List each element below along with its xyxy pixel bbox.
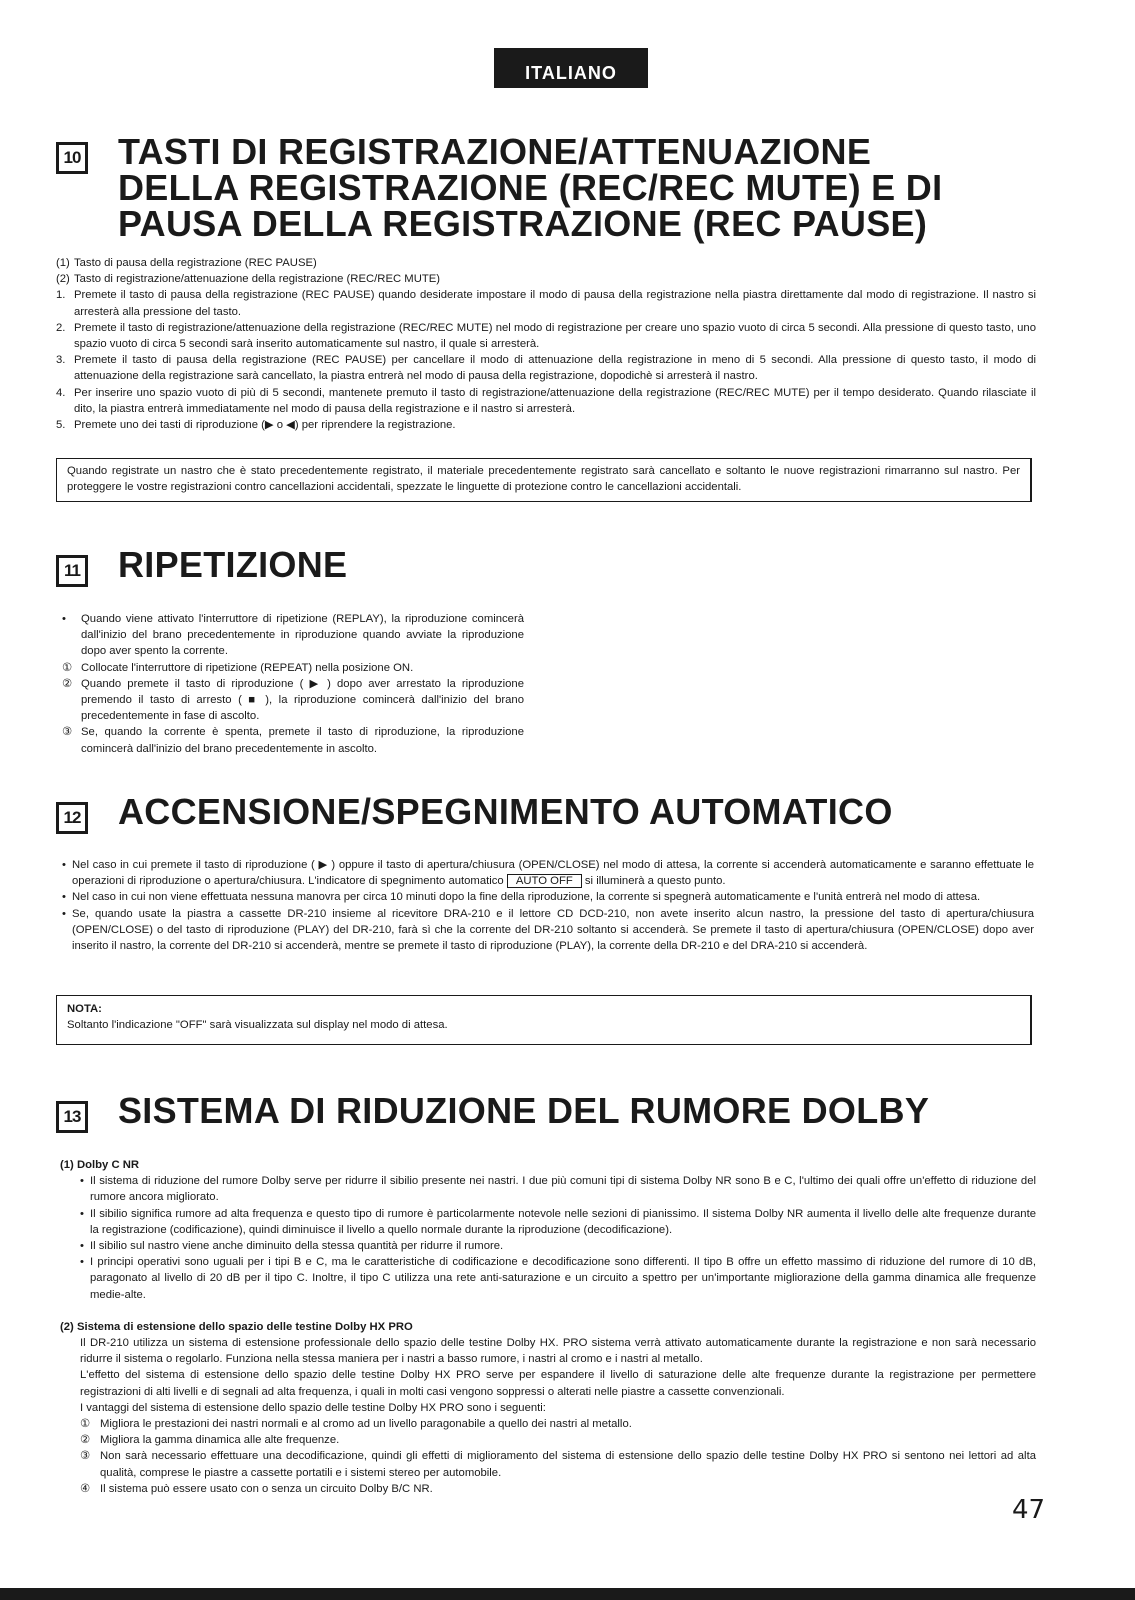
list-item: • Il sibilio significa rumore ad alta frequenza e questo tipo di rumore è particolarmente notevole nelle sezioni di pianissimo. Il sistema Dolby NR aumenta il livello delle alte frequenze durante la registrazione (codificazione), quindi diminuisce il livello a quello normale durante la riproduzione (decodificazione). xyxy=(80,1207,1036,1236)
list-item: • Nel caso in cui premete il tasto di riproduzione ( ▶ ) oppure il tasto di apertura/chiusura (OPEN/CLOSE) nel modo di attesa, la corrente si accenderà automaticamente e saranno effettuate le operazioni di riproduzione o apertura/chiusura. L'indicatore di spegnimento automatico AUTO OFF si illuminerà a questo punto. xyxy=(62,859,1034,888)
list-item: 5. Premete uno dei tasti di riproduzione (▶ o ◀) per riprendere la registrazione. xyxy=(56,419,456,432)
list-item: ① Migliora le prestazioni dei nastri normali e al cromo ad un livello paragonabile a quello dei nastri al metallo. xyxy=(80,1418,632,1431)
section-11-heading xyxy=(56,544,348,587)
note-label: NOTA: xyxy=(67,1003,102,1015)
list-item: ③ Non sarà necessario effettuare una decodificazione, quindi gli effetti di miglioramento del sistema di estensione dello spazio delle testine Dolby HX PRO si sentono nei lettori ad alta qualità, comprese le piastre a cassette portatili e i sistemi stereo per automobile. xyxy=(80,1450,1036,1479)
list-item: • Se, quando usate la piastra a cassette DR-210 insieme al ricevitore DRA-210 e il lettore CD DCD-210, non avete inserito alcun nastro, la pressione del tasto di apertura/chiusura (OPEN/CLOSE) o del tasto di riproduzione (PLAY) del DR-210, farà sì che la corrente del DR-210 soltanto si accenderà. Se premete il tasto di apertura/chiusura (OPEN/CLOSE) dopo aver inserito il nastro, la corrente del DR-210 si accenderà, mentre se premete il tasto di riproduzione (PLAY), la corrente della DR-210 e del DRA-210 si accenderà. xyxy=(62,907,1034,953)
section-title: ACCENSIONE/SPEGNIMENTO AUTOMATICO xyxy=(118,791,893,832)
section-title: SISTEMA DI RIDUZIONE DEL RUMORE DOLBY xyxy=(118,1090,930,1131)
recording-note-box xyxy=(56,458,1032,502)
list-item: 3. Premete il tasto di pausa della registrazione (REC PAUSE) per cancellare il modo di attenuazione della registrazione in meno di 5 secondi. Alla pressione di questo tasto, il modo di attenuazione della registrazione sarà cancellato, la piastra entrerà nel modo di pausa della registrazione, dopodichè si arresterà il nastro. xyxy=(56,354,1036,383)
section-12-list xyxy=(62,857,1034,954)
auto-off-indicator: AUTO OFF xyxy=(507,874,582,888)
bottom-border xyxy=(0,1588,1135,1600)
list-item: ④ Il sistema può essere usato con o senza un circuito Dolby B/C NR. xyxy=(80,1482,433,1495)
list-item: • Quando viene attivato l'interruttore di ripetizione (REPLAY), la riproduzione comincerà dall'inizio del brano precedentemente in riproduzione quando avviate la riproduzione dopo aver spento la corrente. xyxy=(62,613,524,658)
section-number: 13 xyxy=(56,1101,88,1133)
section-number: 10 xyxy=(56,142,88,174)
list-item: (2) Tasto di registrazione/attenuazione della registrazione (REC/REC MUTE) xyxy=(56,273,441,286)
list-item: ③ Se, quando la corrente è spenta, premete il tasto di riproduzione, la riproduzione comincerà dall'inizio del brano precedentemente in ascolto. xyxy=(62,726,524,755)
section-13-heading xyxy=(56,1090,930,1133)
paragraph: I vantaggi del sistema di estensione dello spazio delle testine Dolby HX PRO sono i seguenti: xyxy=(80,1401,546,1414)
section-10-list xyxy=(56,255,1036,433)
note-text: Quando registrate un nastro che è stato precedentemente registrato, il materiale precedentemente registrato sarà cancellato e soltanto le nuove registrazioni rimarranno sul nastro. Per proteggere le vostre registrazioni contro cancellazioni accidentali, spezzate le linguette di protezione contro le cancellazioni accidentali. xyxy=(67,465,1020,494)
section-number: 12 xyxy=(56,802,88,834)
section-10-heading xyxy=(56,131,943,244)
auto-power-note-box xyxy=(56,995,1032,1045)
section-title: RIPETIZIONE xyxy=(118,544,348,585)
list-item: • Il sistema di riduzione del rumore Dolby serve per ridurre il sibilio presente nei nastri. I due più comuni tipi di sistema Dolby NR sono B e C, l'ultimo dei quali offre un'effetto di riduzione del rumore ancora migliorato. xyxy=(80,1175,1036,1204)
section-number: 11 xyxy=(56,555,88,587)
list-item: • Il sibilio sul nastro viene anche diminuito della stessa quantità per ridurre il rumore. xyxy=(80,1240,504,1253)
list-item: • Nel caso in cui non viene effettuata nessuna manovra per circa 10 minuti dopo la fine della riproduzione, la corrente si spegnerà automaticamente e l'unità entrerà nel modo di attesa. xyxy=(62,891,981,904)
dolby-c-nr-subheading: (1) Dolby C NR xyxy=(60,1159,140,1171)
list-item: ② Migliora la gamma dinamica alle alte frequenze. xyxy=(80,1434,340,1447)
list-item: 4. Per inserire uno spazio vuoto di più di 5 secondi, mantenete premuto il tasto di registrazione/attenuazione della registrazione (REC/REC MUTE) per il tempo desiderato. Quando rilasciate il dito, la piastra entrerà immediatamente nel modo di pausa della registrazione e il nastro si arresterà. xyxy=(56,386,1036,415)
section-11-list xyxy=(62,611,524,757)
list-item: 1. Premete il tasto di pausa della registrazione (REC PAUSE) quando desiderate impostare il modo di pausa della registrazione nella piastra direttamente dal modo di registrazione. Il nastro si arresterà alla pressione del tasto. xyxy=(56,289,1036,318)
dolby-hx-pro-subheading: (2) Sistema di estensione dello spazio delle testine Dolby HX PRO xyxy=(60,1320,413,1333)
section-13-content xyxy=(60,1157,1036,1497)
section-12-heading xyxy=(56,791,893,834)
section-title: TASTI DI REGISTRAZIONE/ATTENUAZIONE DELLA REGISTRAZIONE (REC/REC MUTE) E DI PAUSA DELLA REGISTRAZIONE (REC PAUSE) xyxy=(118,131,943,244)
paragraph: L'effetto del sistema di estensione dello spazio delle testine Dolby HX PRO serve per espandere il livello di saturazione delle alte frequenze durante la registrazione per permettere registrazioni di alti livelli e di segnali ad alta frequenza, i quali in molti casi vengono soppressi o alterati nelle piastre a cassette convenzionali. xyxy=(80,1369,1036,1398)
list-item: (1) Tasto di pausa della registrazione (REC PAUSE) xyxy=(56,257,317,269)
list-item: • I principi operativi sono uguali per i tipi B e C, ma le caratteristiche di codificazione e decodificazione sono differenti. Il tipo B offre un effetto massimo di riduzione del rumore di 10 dB, paragonato al livello di 20 dB per il tipo C. Inoltre, il tipo C utilizza una rete anti-saturazione e un circuito a spettro per un'importante migliorazione della gamma dinamica alle frequenze medie-alte. xyxy=(80,1256,1036,1301)
list-item: ① Collocate l'interruttore di ripetizione (REPEAT) nella posizione ON. xyxy=(62,661,414,674)
list-item: ② Quando premete il tasto di riproduzione ( ▶ ) dopo aver arrestato la riproduzione premendo il tasto di arresto ( ■ ), la riproduzione comincerà dall'inizio del brano precedentemente in fase di ascolto. xyxy=(62,677,524,723)
language-tab: ITALIANO xyxy=(494,48,648,88)
list-item: 2. Premete il tasto di registrazione/attenuazione della registrazione (REC/REC MUTE) nel modo di registrazione per creare uno spazio vuoto di circa 5 secondi. Alla pressione di questo tasto, uno spazio vuoto di circa 5 secondi sarà inserito automaticamente sul nastro, il quale si arresterà. xyxy=(56,321,1036,351)
note-text: Soltanto l'indicazione "OFF" sarà visualizzata sul display nel modo di attesa. xyxy=(67,1019,448,1032)
page-number: 47 xyxy=(1012,1495,1046,1525)
paragraph: Il DR-210 utilizza un sistema di estensione professionale dello spazio delle testine Dolby HX. PRO sistema verrà attivato automaticamente durante la registrazione e non sarà necessario ridurre il sistema o regolarlo. Funziona nella stessa maniera per i nastri a basso rumore, i nastri al cromo e i nastri al metallo. xyxy=(80,1337,1036,1366)
